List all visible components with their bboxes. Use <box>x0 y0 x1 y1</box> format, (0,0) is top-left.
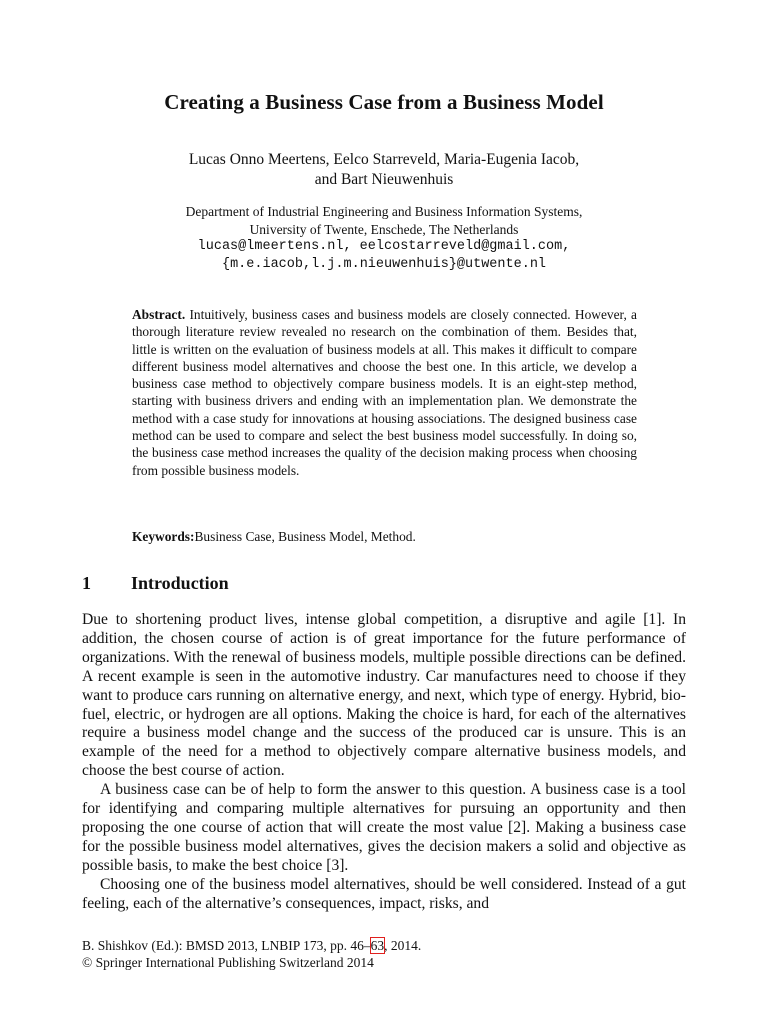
author-list <box>0 150 768 190</box>
affiliation-block <box>0 203 768 273</box>
abstract-text: Intuitively, business cases and business models are closely connected. However, a thorough literature review revealed no research on the combination of them. Besides that, little is written on the evaluation of business models at all. This makes it difficult to compare different business model alternatives and choose the best one. In this article, we develop a business case method to objectively compare business models. It is an eight-step method, starting with business drivers and ending with an implementation plan. We demonstrate the method with a case study for innovations at housing associations. The designed business case method can be used to compare and select the best business model successfully. In doing so, the business case method increases the quality of the decision making process when choosing from possible business models. <box>132 307 637 478</box>
section-heading <box>82 573 686 594</box>
copyright-line: © Springer International Publishing Switzerland 2014 <box>82 954 374 970</box>
email-line-2: {m.e.iacob,l.j.m.nieuwenhuis}@utwente.nl <box>221 256 547 272</box>
paper-title: Creating a Business Case from a Business Model <box>164 90 604 114</box>
citation-line <box>82 938 686 955</box>
abstract <box>132 306 637 479</box>
paragraph: A business case can be of help to form the answer to this question. A business case is a tool for identifying and comparing multiple alternatives for pursuing an opportunity and then proposing the one course of action that will create the most value [2]. Making a business case for the possible business model alternatives, gives the decision makers a solid and objective as possible basis, to make the best choice [3]. <box>82 781 686 874</box>
authors-line-2: and Bart Nieuwenhuis <box>314 171 454 188</box>
page-range-link[interactable]: 63 <box>370 938 385 953</box>
affiliation-department: Department of Industrial Engineering and Business Information Systems, <box>185 204 583 219</box>
section-title: Introduction <box>131 573 229 593</box>
paragraph: Choosing one of the business model alternatives, should be well considered. Instead of a gut feeling, each of the alternative’s consequences, impact, risks, and <box>82 875 686 912</box>
authors-line-1: Lucas Onno Meertens, Eelco Starreveld, Maria-Eugenia Iacob, <box>188 151 580 168</box>
paragraph: Due to shortening product lives, intense global competition, a disruptive and agile [1]. In addition, the chosen course of action is of great importance for the future performance of organizations. With the renewal of business models, multiple possible directions can be defined. A recent example is seen in the automotive industry. Car manufactures need to choose if they want to produce cars running on alternative energy, and next, which type of energy. Hybrid, bio-fuel, electric, or hydrogen are all options. Making the choice is hard, for each of the alternatives require a business model change and the success of the produced car is unsure. This is an example of the need for a method to objectively compare alternative business models, and choose the best course of action. <box>82 611 686 780</box>
section-body <box>82 611 686 914</box>
citation-prefix: B. Shishkov (Ed.): BMSD 2013, LNBIP 173, pp. 46– <box>82 938 371 953</box>
keywords <box>132 528 637 545</box>
abstract-label: Abstract. <box>132 307 186 322</box>
keywords-text: Business Case, Business Model, Method. <box>194 529 416 544</box>
page-footer <box>82 938 686 971</box>
section-number: 1 <box>82 573 91 593</box>
keywords-label: Keywords: <box>132 529 195 544</box>
email-line-1: lucas@lmeertens.nl, eelcostarreveld@gmail.com, <box>197 239 571 254</box>
affiliation-university: University of Twente, Enschede, The Netherlands <box>249 221 519 237</box>
citation-suffix: , 2014. <box>384 938 422 953</box>
